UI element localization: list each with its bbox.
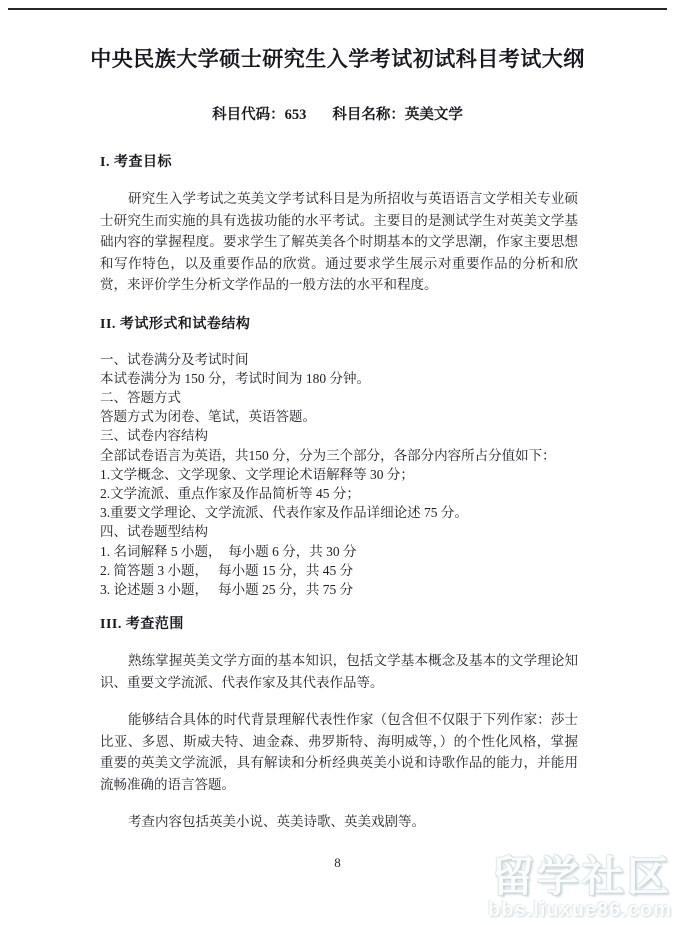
list-line: 答题方式为闭卷、笔试，英语答题。 <box>100 409 316 425</box>
section-3-paragraph-3: 考查内容包括英美小说、英美诗歌、英美戏剧等。 <box>128 814 425 830</box>
subject-code-value: 653 <box>284 107 307 123</box>
watermark-logo-text: 留学社区 <box>491 853 672 900</box>
list-line: 四、试卷题型结构 <box>100 524 208 540</box>
list-line: 二、答题方式 <box>100 389 181 405</box>
section-3-heading: III. 考查范围 <box>100 617 184 633</box>
list-line: 3.重要文学理论、文学流派、代表作家及作品详细论述 75 分。 <box>100 505 468 521</box>
subject-code-label: 科目代码： <box>212 107 285 123</box>
section-3-paragraph-2: 能够结合具体的时代背景理解代表性作家（包含但不仅限于下列作家：莎士比亚、多恩、斯威夫特、迪金森、弗罗斯特、海明威等，）的个性化风格，掌握重要的英美文学流派，具有解读和分析经典英美小说和诗歌作品的能力，并能用流畅准确的语言答题。 <box>100 712 578 792</box>
list-line: 一、试卷满分及考试时间 <box>100 351 249 367</box>
section-2-lines <box>100 350 578 600</box>
section-1-paragraph: 研究生入学考试之英美文学考试科目是为所招收与英语语言文学相关专业硕士研究生而实施的具有选拔功能的水平考试。主要目的是测试学生对英美文学基础内容的掌握程度。要求学生了解英美各个时期基本的文学思潮，作家主要思想和写作特色，以及重要作品的欣赏。通过要求学生展示对重要作品的分析和欣赏，来评价学生分析文学作品的一般方法的水平和程度。 <box>100 191 578 292</box>
section-1-heading: I. 考查目标 <box>100 155 172 170</box>
list-line: 3. 论述题 3 小题， 每小题 25 分，共 75 分 <box>100 581 354 597</box>
section-2-heading: II. 考试形式和试卷结构 <box>100 316 251 332</box>
subject-name-label: 科目名称： <box>332 107 405 123</box>
list-line: 本试卷满分为 150 分，考试时间为 180 分钟。 <box>100 370 370 386</box>
list-line: 全部试卷语言为英语，共150 分，分为三个部分，各部分内容所占分值如下： <box>100 447 556 463</box>
document-body <box>100 151 578 833</box>
list-line: 1. 名词解释 5 小题， 每小题 6 分，共 30 分 <box>100 543 357 559</box>
section-3-paragraph-1: 熟练掌握英美文学方面的基本知识，包括文学基本概念及基本的文学理论知识、重要文学流派、代表作家及其代表作品等。 <box>100 653 578 690</box>
page-number: 8 <box>334 855 341 870</box>
header-rule <box>8 8 667 10</box>
subject-name-value: 英美文学 <box>404 107 463 123</box>
document-title: 中央民族大学硕士研究生入学考试初试科目考试大纲 <box>90 47 585 71</box>
watermark-url-text: bbs.liuxue86.com <box>488 899 672 921</box>
list-line: 三、试卷内容结构 <box>100 428 208 444</box>
subject-line <box>0 103 675 124</box>
list-line: 2.文学流派、重点作家及作品简析等 45 分； <box>100 485 360 501</box>
list-line: 2. 简答题 3 小题， 每小题 15 分，共 45 分 <box>100 562 354 578</box>
list-line: 1.文学概念、文学现象、文学理论术语解释等 30 分； <box>100 466 414 482</box>
